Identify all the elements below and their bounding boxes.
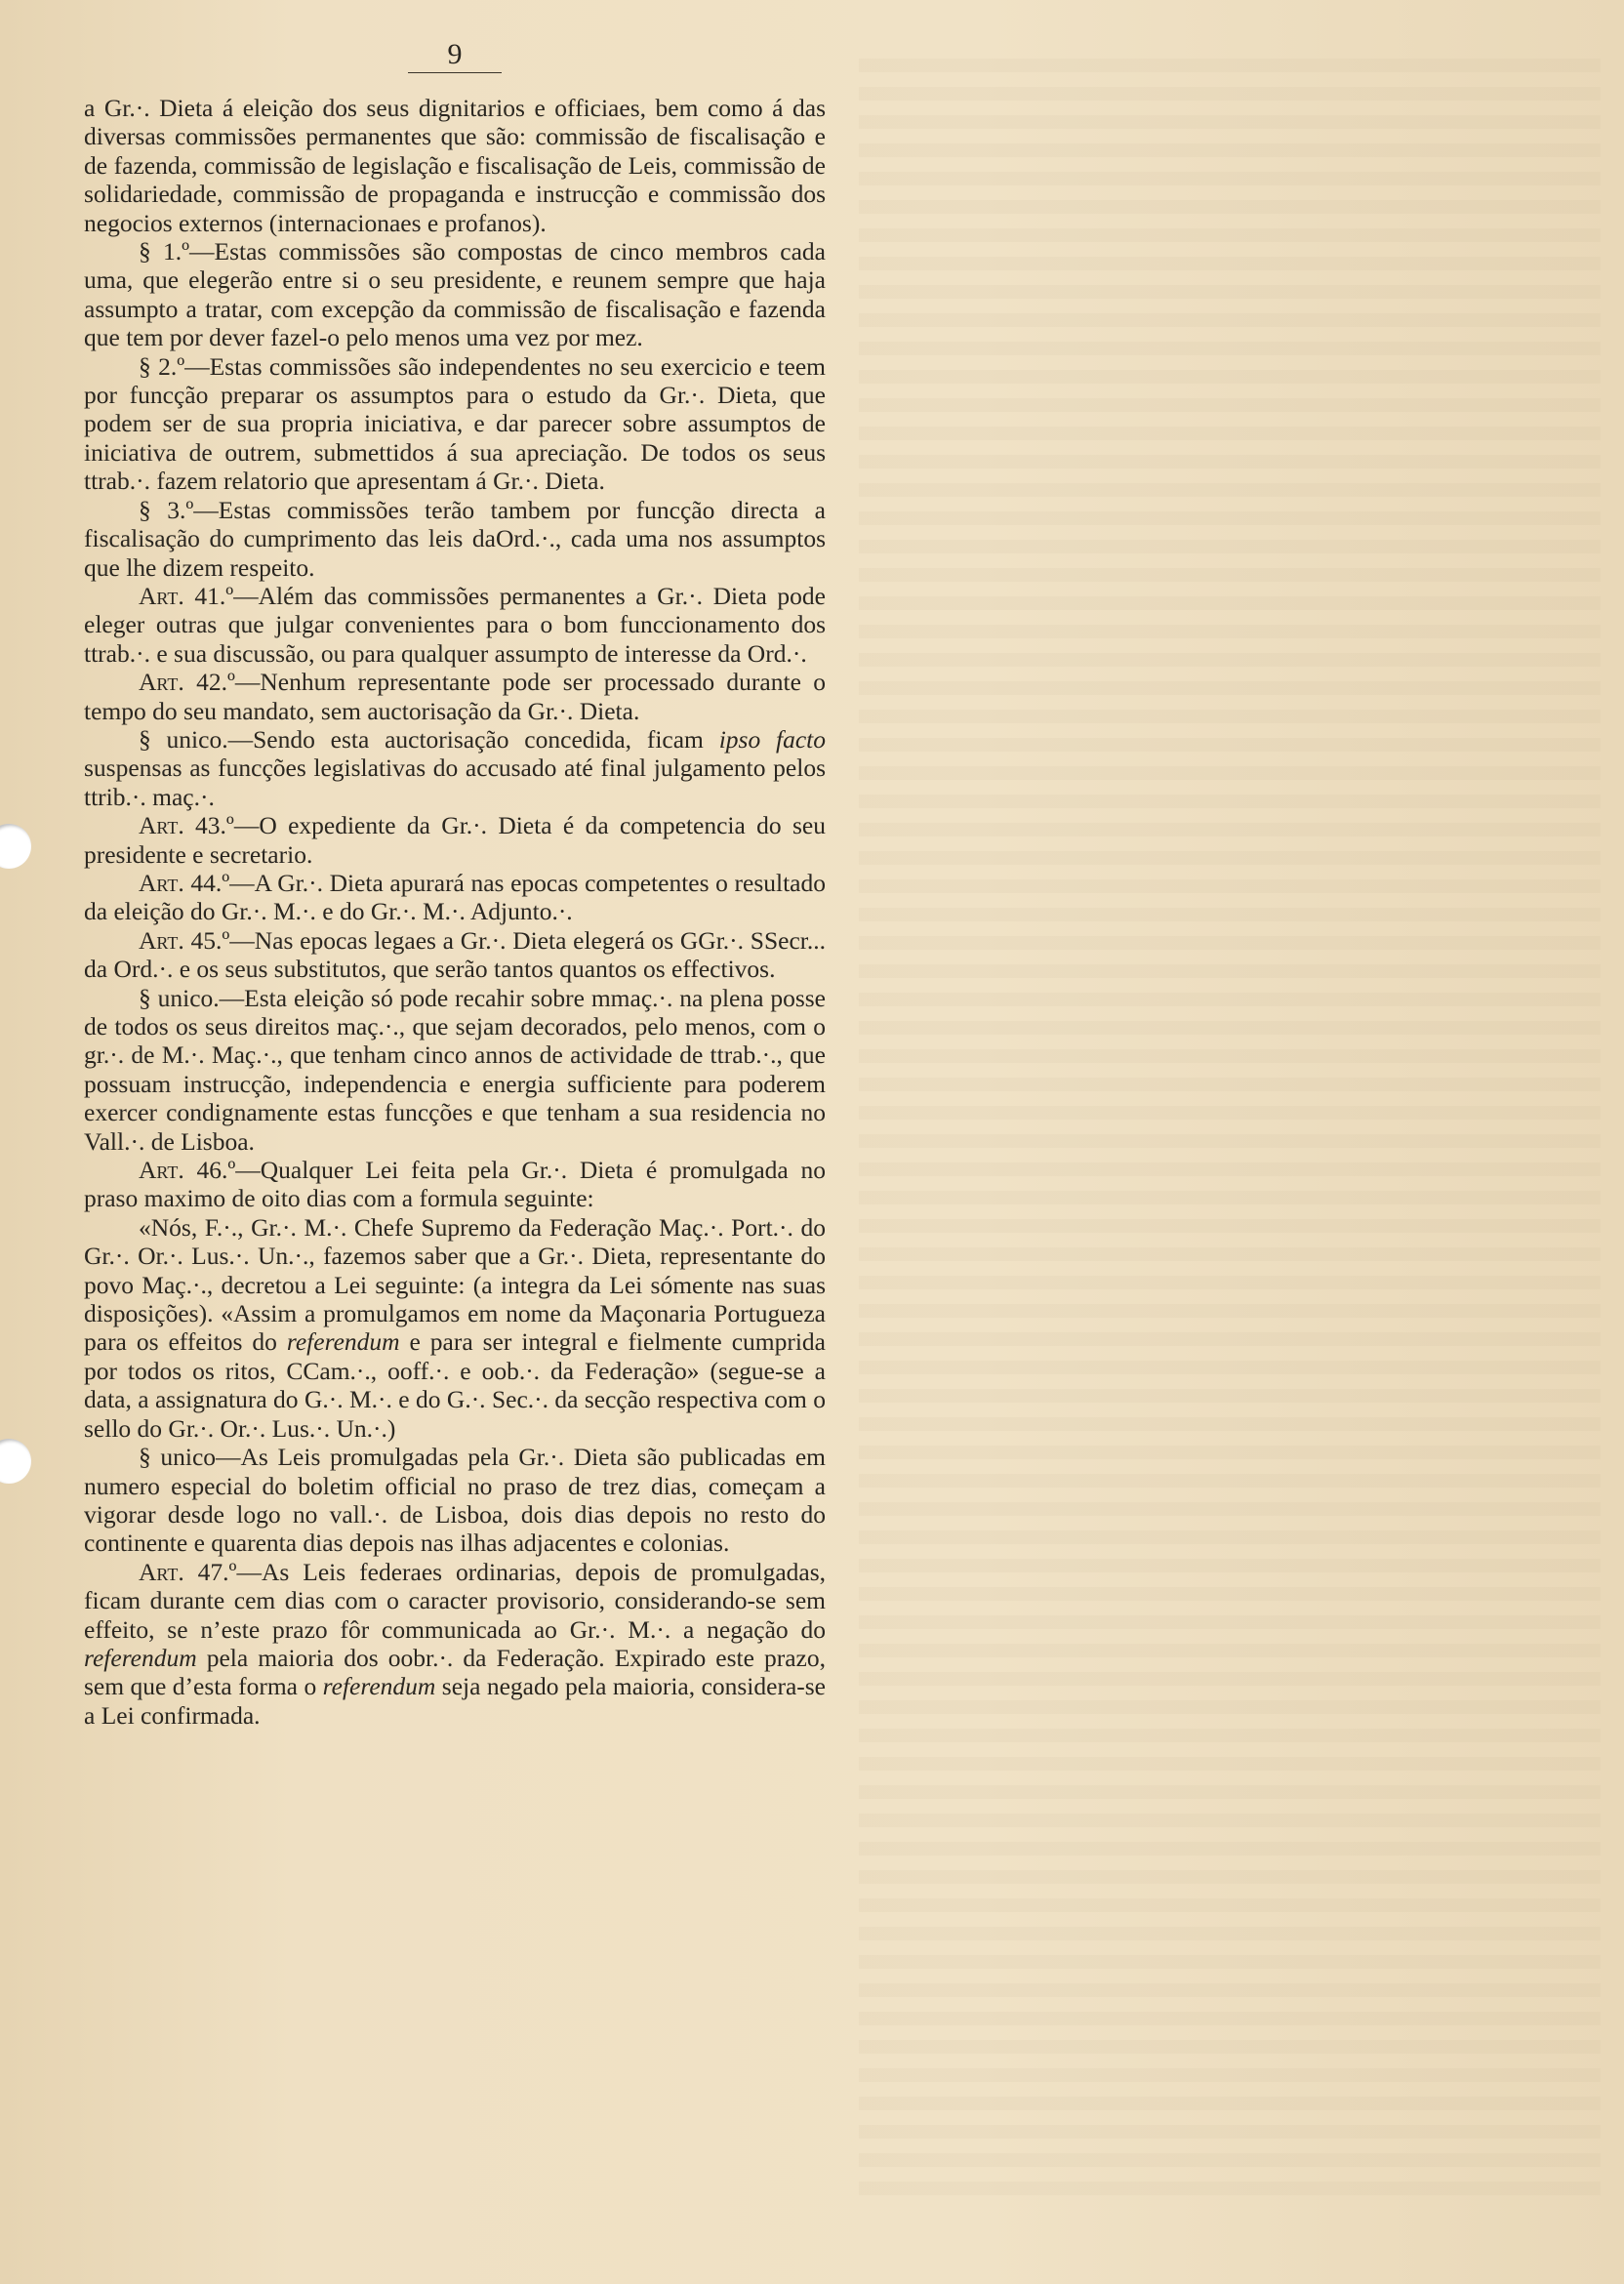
text-run: 46.º—Qualquer Lei feita pela Gr.·. Dieta é promulgada no praso maximo de oito dias com a formula seguinte: [84, 1156, 826, 1213]
article-label: Art. [139, 1156, 184, 1185]
paragraph-art46 [84, 1156, 826, 1213]
italic-term: referendum [286, 1327, 400, 1357]
paragraph-art45-unico [84, 984, 826, 1156]
article-label: Art. [139, 925, 184, 955]
text-run: 47.º—As Leis federaes ordinarias, depois de promulgadas, ficam durante cem dias com o caracter provisorio, considerando-se sem effeito, se n’este prazo fôr communicada ao Gr.·. M.·. a negação do [84, 1557, 826, 1644]
article-label: Art. [139, 1557, 184, 1586]
text-run: § unico—As Leis promulgadas pela Gr.·. Dieta são publicadas em numero especial do boletim official no praso de trez dias, começam a vigorar desde logo no vall.·. de Lisboa, dois dias depois no resto do continente e quarenta dias depois nas ilhas adjacentes e colonias. [84, 1443, 826, 1558]
article-label: Art. [139, 868, 184, 897]
paragraph-intro [84, 94, 826, 237]
text-run: 42.º—Nenhum representante pode ser processado durante o tempo do seu mandato, sem auctorisação da Gr.·. Dieta. [84, 668, 826, 725]
paragraph-art40-par1 [84, 237, 826, 352]
text-run: suspensas as funcções legislativas do accusado até final julgamento pelos ttrib.·. maç.·. [84, 754, 826, 811]
text-run: «Nós, F.·., Gr.·. M.·. Chefe Supremo da Federação Maç.·. Port.·. do Gr.·. Or.·. Lus.·. Un.·., fazemos saber que a Gr.·. Dieta, representante do povo Maç.·., decretou a Lei seguinte: (a integra da Lei sómente nas suas disposições). «Assim a promulgamos em nome da Maçonaria Portugueza para os effeitos do [84, 1212, 826, 1357]
text-run: § unico.—Sendo esta auctorisação concedida, ficam [139, 724, 719, 754]
bleed-through-text [859, 59, 1601, 2206]
body-text [84, 94, 826, 1730]
article-label: Art. [139, 581, 184, 610]
italic-term: referendum [84, 1643, 197, 1672]
paragraph-art40-par3 [84, 496, 826, 582]
paragraph-art42 [84, 668, 826, 725]
text-run: pela maioria dos oobr.·. da Federação. Expirado este prazo, sem que d’esta forma o [84, 1643, 826, 1701]
text-run: § 1.º—Estas commissões são compostas de cinco membros cada uma, que elegerão entre si o seu presidente, e reunem sempre que haja assumpto a tratar, com excepção da commissão de fiscalisação e fazenda que tem por dever fazel-o pelo menos uma vez por mez. [84, 237, 826, 352]
paragraph-art42-unico [84, 725, 826, 811]
text-run: 43.º—O expediente da Gr.·. Dieta é da competencia do seu presidente e secretario. [84, 811, 826, 869]
page-number: 9 [408, 37, 502, 73]
text-run: 44.º—A Gr.·. Dieta apurará nas epocas competentes o resultado da eleição do Gr.·. M.·. e do Gr.·. M.·. Adjunto.·. [84, 868, 826, 926]
italic-term: referendum [322, 1672, 436, 1701]
text-run: seja negado pela maioria, considera-se a Lei confirmada. [84, 1672, 827, 1730]
text-run: § unico.—Esta eleição só pode recahir sobre mmaç.·. na plena posse de todos os seus direitos maç.·., que sejam decorados, pelo menos, com o gr.·. de M.·. Maç.·., que tenham cinco annos de actividade de ttrab.·., que possuam instrucção, independencia e energia sufficiente para poderem exercer condignamente estas funcções e que tenham a sua residencia no Vall.·. de Lisboa. [84, 983, 826, 1156]
article-label: Art. [139, 668, 184, 697]
article-label: Art. [139, 811, 184, 840]
italic-term: ipso facto [718, 724, 826, 754]
text-run: a Gr.·. Dieta á eleição dos seus dignitarios e officiaes, bem como á das diversas commissões permanentes que são: commissão de fiscalisação e de fazenda, commissão de legislação e fiscalisação de Leis, commissão de solidariedade, commissão de propaganda e instrucção e commissão dos negocios externos (internacionaes e profanos). [84, 94, 826, 237]
text-run: e para ser integral e fielmente cumprida por todos os ritos, CCam.·., ooff.·. e oob.·. da Federação» (segue-se a data, a assignatura do G.·. M.·. e do G.·. Sec.·. da secção respectiva com o sello do Gr.·. Or.·. Lus.·. Un.·.) [84, 1327, 826, 1443]
paragraph-art43 [84, 811, 826, 869]
paragraph-art44 [84, 869, 826, 926]
text-run: 45.º—Nas epocas legaes a Gr.·. Dieta elegerá os GGr.·. SSecr... da Ord.·. e os seus substitutos, que serão tantos quantos os effectivos. [84, 925, 826, 984]
paragraph-art45 [84, 926, 826, 984]
paragraph-art47 [84, 1558, 826, 1730]
text-run: § 2.º—Estas commissões são independentes no seu exercicio e teem por funcção preparar os assumptos para o estudo da Gr.·. Dieta, que podem ser de sua propria iniciativa, e dar parecer sobre assumptos de iniciativa de outrem, submettidos á sua apreciação. De todos os seus ttrab.·. fazem relatorio que apresentam á Gr.·. Dieta. [84, 351, 826, 496]
text-run: § 3.º—Estas commissões terão tambem por funcção directa a fiscalisação do cumprimento das leis daOrd.·., cada uma nos assumptos que lhe dizem respeito. [84, 495, 826, 582]
paragraph-art46-formula [84, 1213, 826, 1443]
paragraph-art41 [84, 582, 826, 668]
text-run: 41.º—Além das commissões permanentes a Gr.·. Dieta pode eleger outras que julgar convenientes para o bom funccionamento dos ttrab.·. e sua discussão, ou para qualquer assumpto de interesse da Ord.·. [84, 581, 826, 668]
paragraph-art40-par2 [84, 352, 826, 496]
paragraph-art46-unico [84, 1443, 826, 1558]
